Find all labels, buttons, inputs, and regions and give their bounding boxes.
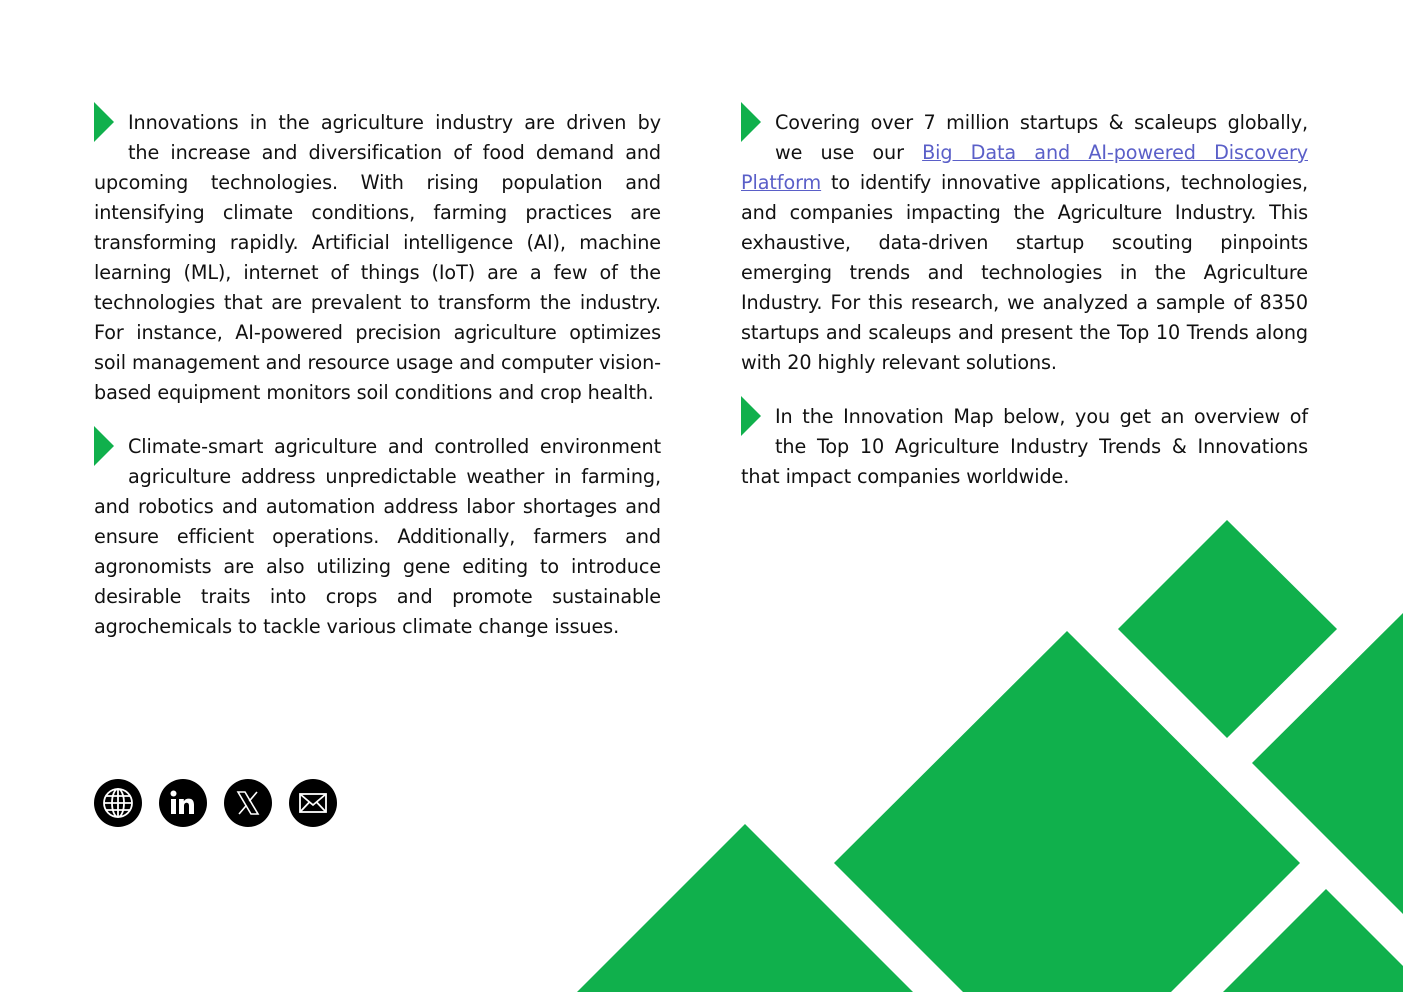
diamond-top-right (1118, 520, 1337, 738)
discovery-platform-link[interactable]: Big Data and AI-powered Discovery Platform (741, 141, 1308, 194)
paragraph-innovations: Innovations in the agriculture industry are driven by the increase and diversification of food demand and upcoming technologies. With rising population and intensifying climate conditions, farming practices are transforming rapidly. Artificial intelligence (AI), machine learning (ML), internet of things (IoT) are a few of the technologies that are prevalent to transform the industry. For instance, AI-powered precision agriculture optimizes soil management and resource usage and computer vision-based equipment monitors soil conditions and crop health. (94, 108, 661, 408)
paragraph-climate-smart: Climate-smart agriculture and controlled environment agriculture address unpredictable weather in farming, and robotics and automation address labor shortages and ensure efficient operations. Additionally, farmers and agronomists are also utilizing gene editing to introduce desirable traits into crops and promote sustainable agrochemicals to tackle various climate change issues. (94, 432, 661, 642)
paragraph-coverage: Covering over 7 million startups & scaleups globally, we use our Big Data and AI-powered Discovery Platform to identify innovative applications, technologies, and companies impacting the Agriculture Industry. This exhaustive, data-driven startup scouting pinpoints emerging trends and technologies in the Agriculture Industry. For this research, we analyzed a sample of 8350 startups and scaleups and present the Top 10 Trends along with 20 highly relevant solutions. (741, 108, 1308, 378)
paragraph-innovation-map: In the Innovation Map below, you get an overview of the Top 10 Agriculture Industry Trends & Innovations that impact companies worldwide. (741, 402, 1308, 492)
